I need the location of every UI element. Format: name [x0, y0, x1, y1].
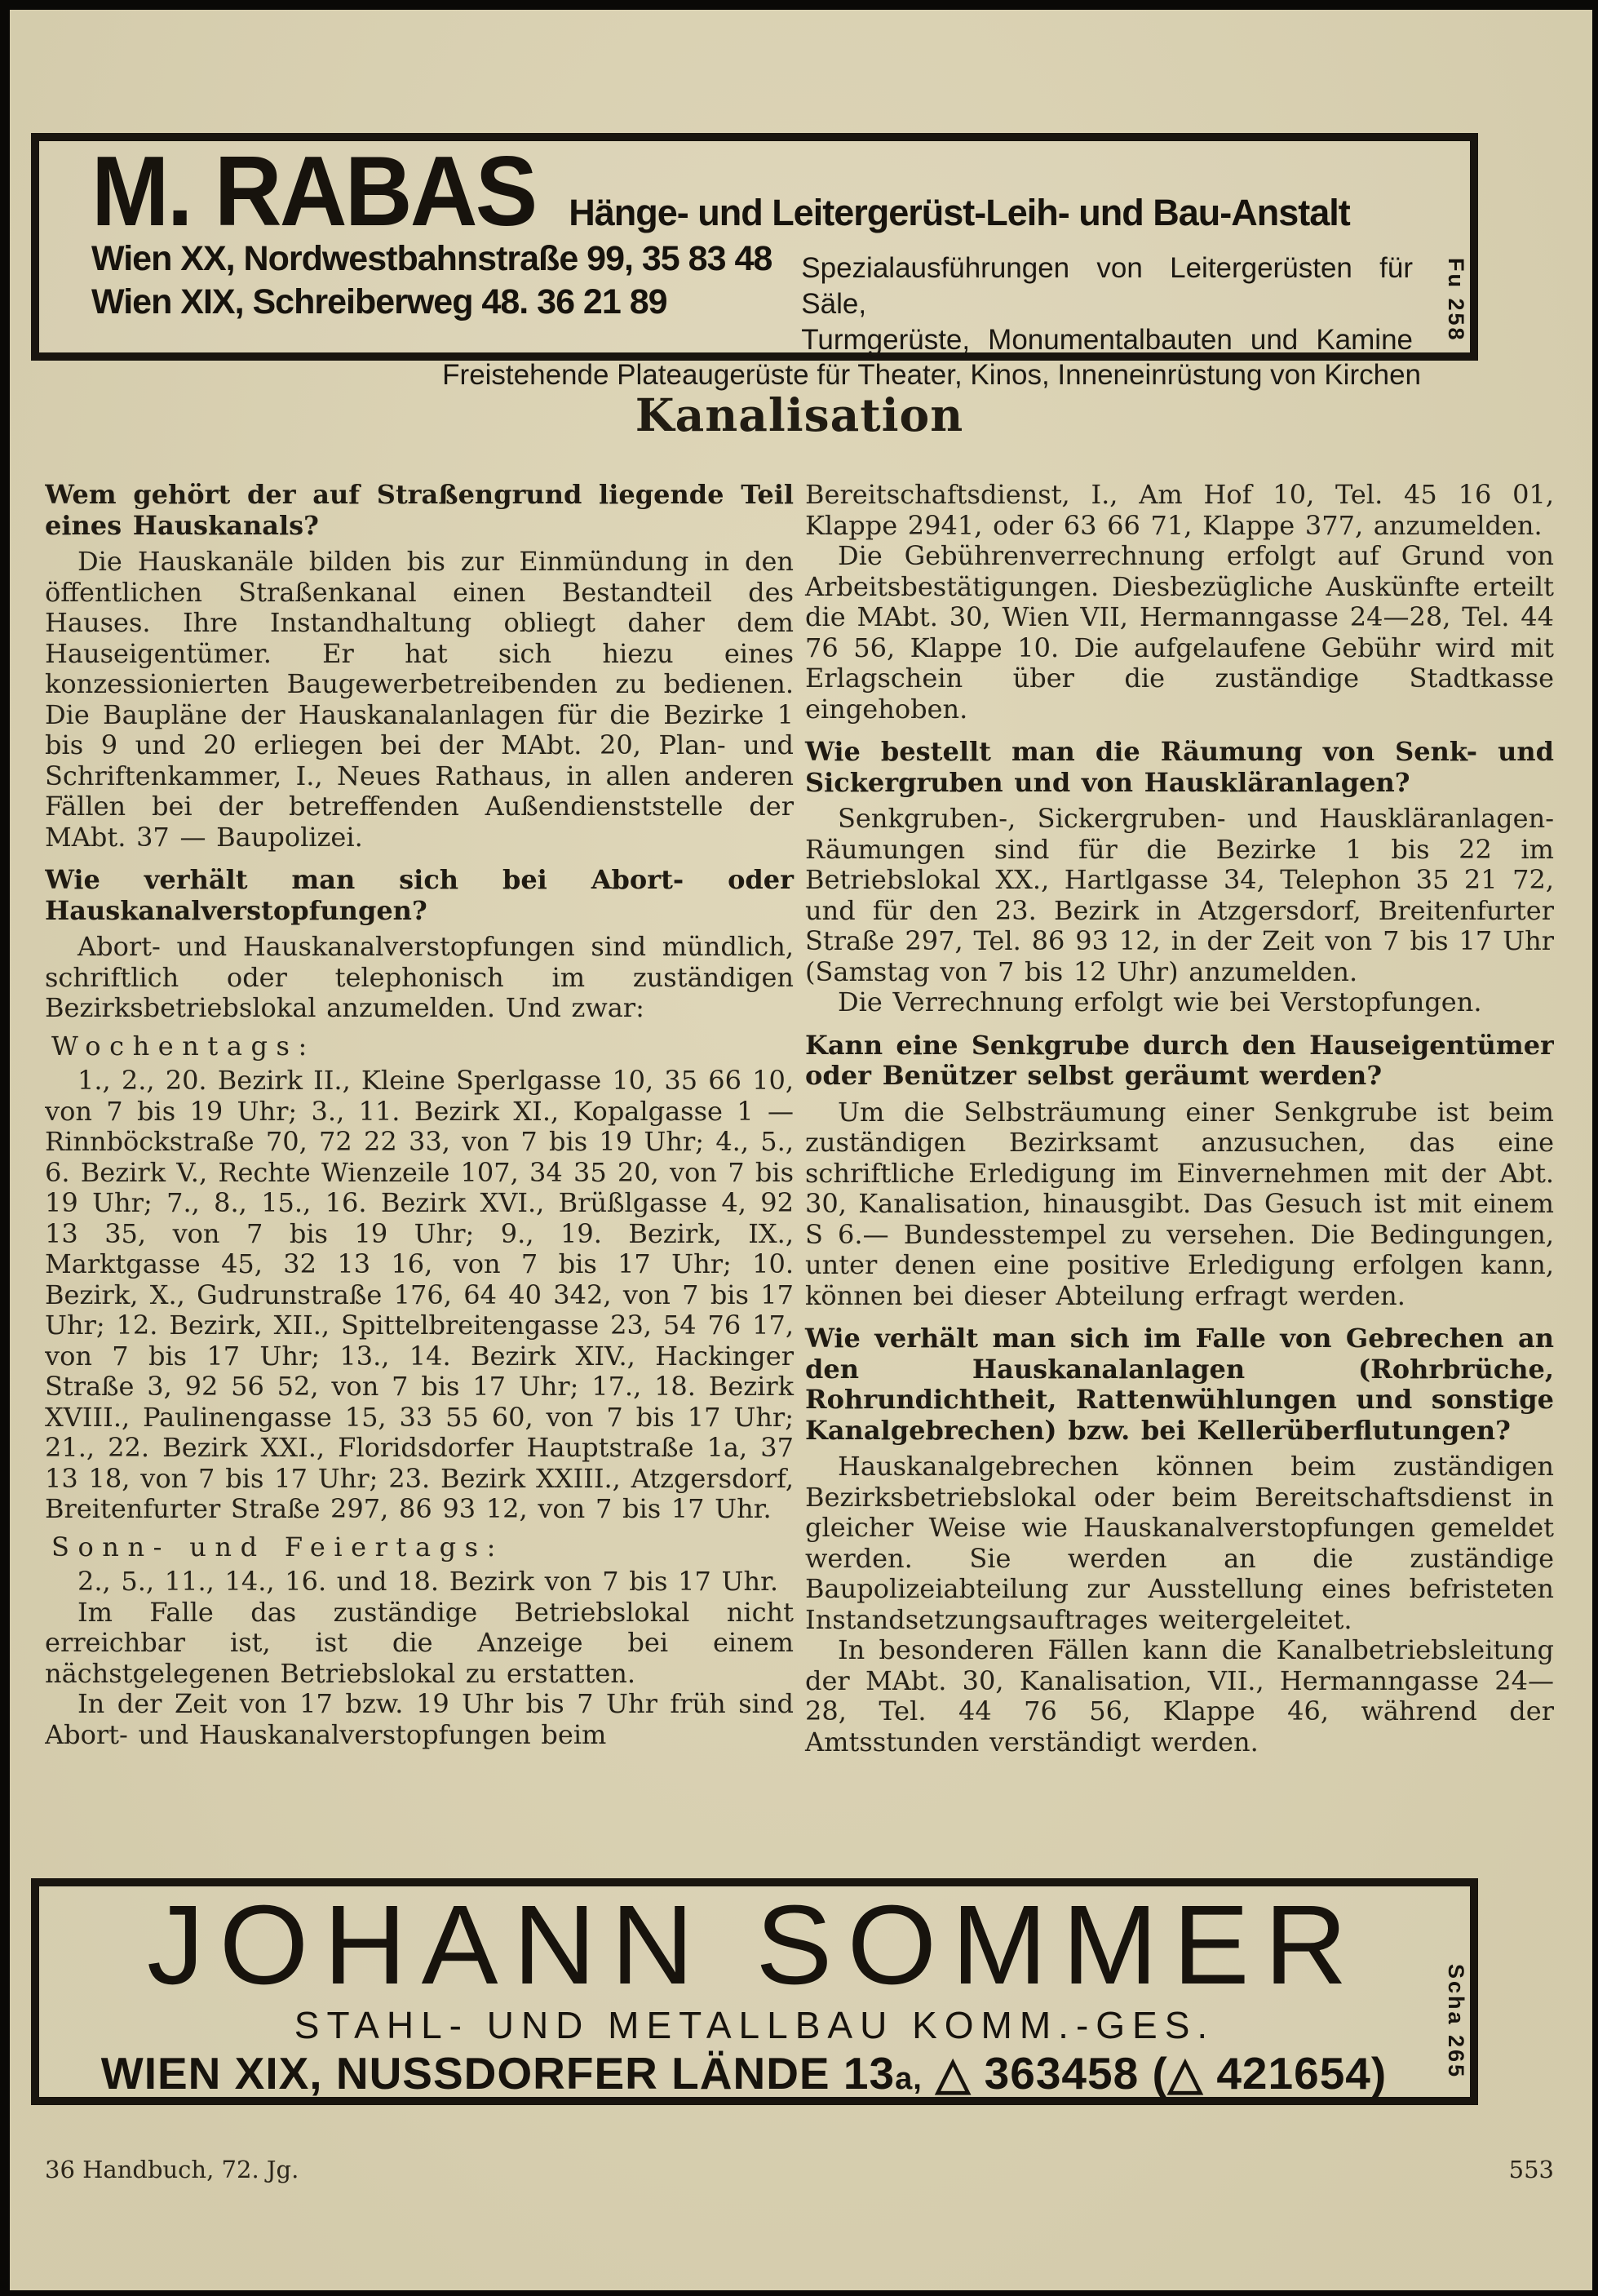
question-defects: Wie verhält man sich im Falle von Gebrechen an den Hauskanalanlagen (Rohrbrüche, Rohrundichtheit, Rattenwühlungen und sonstige Kanalgebrechen) bzw. bei Kellerüberflutungen? — [805, 1323, 1554, 1446]
question-self-emptying: Kann eine Senkgrube durch den Hauseigentümer oder Benützer selbst geräumt werden? — [805, 1029, 1554, 1091]
paragraph: Die Hauskanäle bilden bis zur Einmündung in den öffentlichen Straßenkanal einen Bestandteil des Hauses. Ihre Instandhaltung obliegt daher dem Hauseigentümer. Er hat sich hiezu eines konzessionierten Baugewerbetreibenden zu bedienen. Die Baupläne der Hauskanalanlagen für die Bezirke 1 bis 9 und 20 erliegen bei der MAbt. 20, Plan- und Schriftenkammer, I., Neues Rathaus, in allen anderen Fällen bei der betreffenden Außendienststelle der MAbt. 37 — Baupolizei. — [45, 546, 794, 853]
left-column — [45, 480, 794, 1867]
edition-note: 36 Handbuch, 72. Jg. — [45, 2156, 299, 2183]
question-pit-emptying: Wie bestellt man die Räumung von Senk- und Sickergruben und von Hauskläranlagen? — [805, 736, 1554, 798]
paragraph: In besonderen Fällen kann die Kanalbetriebsleitung der MAbt. 30, Kanalisation, VII., Hermanngasse 24—28, Tel. 44 76 56, Klappe 46, während der Amtsstunden verständigt werden. — [805, 1634, 1554, 1757]
ad-sommer-address: WIEN XIX, NUSSDORFER LÄNDE 13 — [100, 2047, 896, 2099]
ad-rabas-services-line1: Spezialausführungen von Leitergerüsten für Säle, — [801, 251, 1413, 320]
paragraph: Um die Selbsträumung einer Senkgrube ist beim zuständigen Bezirksamt anzusuchen, das eine schriftliche Erledigung im Einvernehmen mit der Abt. 30, Kanalisation, hinausgibt. Das Gesuch ist mit einem S 6.— Bundesstempel zu versehen. Die Bedingungen, unter denen eine positive Erledigung erfolgen kann, können bei dieser Abteilung erfragt werden. — [805, 1096, 1554, 1311]
scanned-book-page — [10, 10, 1592, 2290]
ad-sommer — [31, 1878, 1478, 2105]
paragraph: Hauskanalgebrechen können beim zuständigen Bezirksbetriebslokal oder beim Bereitschaftsdienst in gleicher Weise wie Hauskanalverstopfungen gemeldet werden. Sie werden an die zuständige Baupolizeiabteilung zur Ausstellung eines befristeten Instandsetzungsauftrages weitergeleitet. — [805, 1451, 1554, 1635]
ad-rabas-services-line2: Turmgerüste, Monumentalbauten und Kamine — [801, 323, 1413, 356]
paragraph-district-offices: 1., 2., 20. Bezirk II., Kleine Sperlgasse 10, 35 66 10, von 7 bis 19 Uhr; 3., 11. Bezirk XI., Kopalgasse 1 — Rinnböckstraße 70, 72 22 33, von 7 bis 19 Uhr; 4., 5., 6. Bezirk V., Rechte Wienzeile 107, 34 35 20, von 7 bis 19 Uhr; 7., 8., 15., 16. Bezirk XVI., Brüßlgasse 4, 92 13 35, von 7 bis 19 Uhr; 9., 19. Bezirk, IX., Marktgasse 45, 32 13 16, von 7 bis 17 Uhr; 10. Bezirk, X., Gudrunstraße 176, 64 40 342, von 7 bis 17 Uhr; 12. Bezirk, XII., Spittelbreitengasse 23, 54 76 17, von 7 bis 17 Uhr; 13., 14. Bezirk XIV., Hackinger Straße 3, 92 56 52, von 7 bis 17 Uhr; 17., 18. Bezirk XVIII., Paulinengasse 15, 33 55 60, von 7 bis 17 Uhr; 21., 22. Bezirk XXI., Floridsdorfer Hauptstraße 1a, 37 13 18, von 7 bis 17 Uhr; 23. Bezirk XXIII., Atzgersdorf, Breitenfurter Straße 297, 86 93 12, von 7 bis 17 Uhr. — [45, 1065, 794, 1524]
right-column — [805, 480, 1554, 1867]
ad-rabas-address-line1: Wien XX, Nordwestbahnstraße 99, 35 83 48 — [91, 238, 772, 278]
ad-sommer-phone-numbers: △ 363458 (△ 421654) — [922, 2047, 1388, 2099]
question-blockages: Wie verhält man sich bei Abort- oder Hauskanalverstopfungen? — [45, 864, 794, 926]
ad-rabas-services — [801, 250, 1413, 358]
ad-rabas-company-name: M. RABAS — [91, 135, 536, 246]
question-owner-of-house-canal: Wem gehört der auf Straßengrund liegende Teil eines Hauskanals? — [45, 480, 794, 541]
ad-sommer-address-line — [64, 2047, 1445, 2099]
page-number: 553 — [1508, 2156, 1554, 2183]
paragraph: Die Verrechnung erfolgt wie bei Verstopfungen. — [838, 986, 1482, 1017]
paragraph: 2., 5., 11., 14., 16. und 18. Bezirk von 7 bis 17 Uhr. — [77, 1566, 779, 1597]
paragraph: Die Gebührenverrechnung erfolgt auf Grund von Arbeitsbestätigungen. Diesbezügliche Auskünfte erteilt die MAbt. 30, Wien VII, Hermanngasse 24—28, Tel. 44 76 56, Klappe 10. Die aufgelaufene Gebühr wird mit Erlagschein über die zuständige Stadtkasse eingehoben. — [805, 540, 1554, 725]
ad-rabas-headline: Hänge- und Leitergerüst-Leih- und Bau-Anstalt — [569, 192, 1350, 233]
paragraph: In der Zeit von 17 bzw. 19 Uhr bis 7 Uhr früh sind Abort- und Hauskanalverstopfungen beim — [45, 1688, 794, 1750]
page-footer — [45, 2156, 1554, 2183]
ad-rabas-tagline: Freistehende Plateaugerüste für Theater, Kinos, Inneneinrüstung von Kirchen — [442, 358, 1421, 391]
ad-sommer-subtitle: STAHL- UND METALLBAU KOMM.-GES. — [294, 2003, 1215, 2046]
subheading-sundays-holidays: Sonn- und Feiertags: — [51, 1531, 504, 1562]
ad-rabas-details-row — [91, 237, 1459, 358]
ad-sommer-code: Scha 265 — [1444, 1963, 1468, 2079]
ad-rabas-address-line2: Wien XIX, Schreiberweg 48. 36 21 89 — [91, 281, 667, 321]
paragraph: Abort- und Hauskanalverstopfungen sind mündlich, schriftlich oder telephonisch im zuständigen Bezirksbetriebslokal anzumelden. Und zwar: — [45, 931, 794, 1023]
ad-rabas — [31, 133, 1478, 391]
ad-sommer-address-suffix: a, — [895, 2061, 923, 2096]
subheading-weekdays: Wochentags: — [51, 1030, 316, 1062]
ad-sommer-company-name: JOHANN SOMMER — [147, 1882, 1362, 2008]
ad-rabas-addresses — [91, 237, 772, 358]
page-title: Kanalisation — [635, 388, 964, 441]
paragraph-continuation: Bereitschaftsdienst, I., Am Hof 10, Tel. 45 16 01, Klappe 2941, oder 63 66 71, Klappe 377, anzumelden. — [805, 480, 1554, 541]
article-columns — [45, 480, 1554, 1867]
ad-rabas-code: Fu 258 — [1444, 258, 1468, 343]
paragraph: Senkgruben-, Sickergruben- und Hauskläranlagen-Räumungen sind für die Bezirke 1 bis 22 im Betriebslokal XX., Hartlgasse 34, Telephon 35 21 72, und für den 23. Bezirk in Atzgersdorf, Breitenfurter Straße 297, Tel. 86 93 12, in der Zeit von 7 bis 17 Uhr (Samstag von 7 bis 12 Uhr) anzumelden. — [805, 803, 1554, 987]
paragraph: Im Falle das zuständige Betriebslokal nicht erreichbar ist, ist die Anzeige bei einem nächstgelegenen Betriebslokal zu erstatten. — [45, 1596, 794, 1689]
ad-rabas-title-row — [91, 135, 1459, 246]
